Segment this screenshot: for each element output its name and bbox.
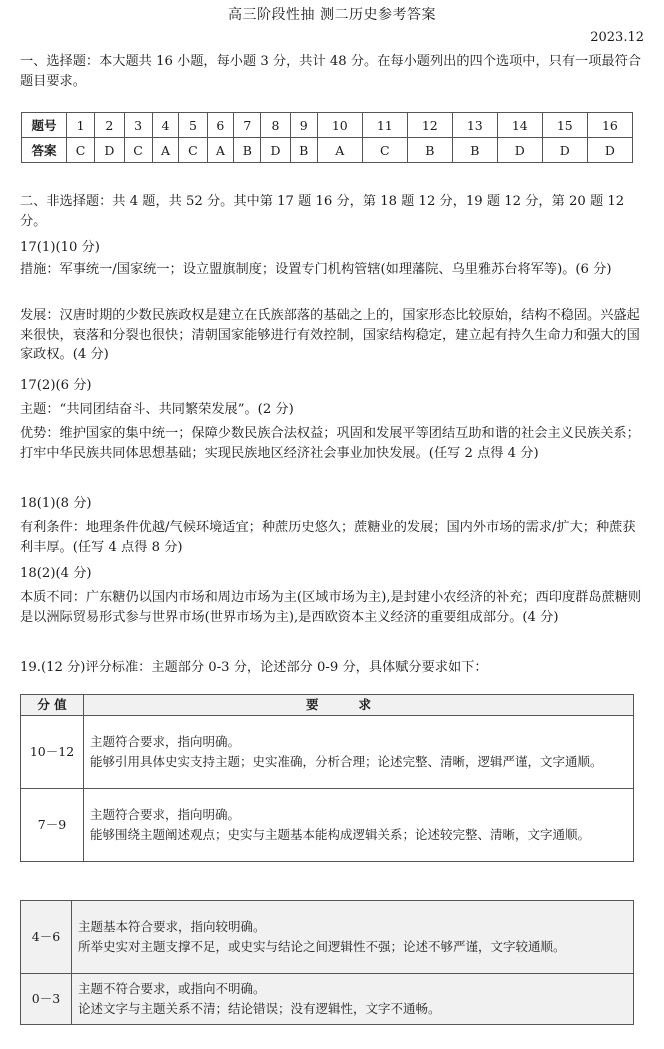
answer-row-label: 答案 <box>22 138 67 163</box>
rubric-requirement-theme: 主题基本符合要求，指向较明确。 <box>78 919 266 934</box>
question-number: 12 <box>407 113 452 138</box>
question-number: 4 <box>152 113 179 138</box>
answer-table <box>21 112 633 163</box>
question-number: 8 <box>261 113 290 138</box>
answer-cell: B <box>407 138 452 163</box>
rubric-table-lower <box>20 900 634 1025</box>
rubric-header-row <box>21 695 634 716</box>
answer-cell: C <box>179 138 207 163</box>
q17-2-heading: 17(2)(6 分) <box>20 378 92 393</box>
rubric-requirement-theme: 主题不符合要求，或指向不明确。 <box>78 981 266 996</box>
q17-1-heading: 17(1)(10 分) <box>20 240 100 255</box>
question-number: 5 <box>179 113 207 138</box>
rubric-requirement-argument: 能够围绕主题阐述观点；史实与主题基本能构成逻辑关系；论述较完整、清晰，文字通顺。 <box>90 827 591 842</box>
rubric-requirement-theme: 主题符合要求，指向明确。 <box>90 734 241 749</box>
answer-cell: A <box>207 138 234 163</box>
q17-1-development: 发展：汉唐时期的少数民族政权是建立在氏族部落的基础之上的，国家形态比较原始，结构不稳固。兴盛起来很快，衰落和分裂也很快；清朝国家能够进行有效控制，国家结构稳定，建立起有持久生命力和强大的国家政权。(4 分) <box>20 308 640 362</box>
answer-cell: C <box>362 138 407 163</box>
answer-table-number-row <box>22 113 633 138</box>
section1-intro: 一、选择题：本大题共 16 小题，每小题 3 分，共计 48 分。在每小题列出的四个选项中，只有一项最符合题目要求。 <box>20 54 641 89</box>
rubric-header-score: 分 值 <box>21 695 84 716</box>
q17-2-theme: 主题：“共同团结奋斗、共同繁荣发展”。(2 分) <box>20 402 294 417</box>
question-number: 6 <box>207 113 234 138</box>
rubric-requirement-argument: 论述文字与主题关系不清；结论错误；没有逻辑性，文字不通畅。 <box>78 1001 441 1016</box>
number-row-label: 题号 <box>22 113 67 138</box>
answer-cell: B <box>452 138 497 163</box>
rubric-requirement-theme: 主题符合要求，指向明确。 <box>90 807 241 822</box>
rubric-score: 7－9 <box>21 789 84 862</box>
answer-cell: A <box>152 138 179 163</box>
answer-cell: A <box>317 138 362 163</box>
answer-cell: D <box>261 138 290 163</box>
rubric-header-requirement: 要求 <box>84 695 634 716</box>
q19-intro: 19.(12 分)评分标准：主题部分 0-3 分，论述部分 0-9 分，具体赋分要求如下： <box>20 660 488 675</box>
rubric-score: 0－3 <box>21 974 72 1025</box>
answer-cell: B <box>234 138 261 163</box>
rubric-requirement <box>84 716 634 789</box>
q18-2-difference: 本质不同：广东糖仍以国内市场和周边市场为主(区域市场为主),是封建小农经济的补充；西印度群岛蔗糖则是以洲际贸易形式参与世界市场(世界市场为主),是西欧资本主义经济的重要组成部分。(4 分) <box>20 590 642 625</box>
rubric-requirement <box>72 974 634 1025</box>
question-number: 13 <box>452 113 497 138</box>
q18-2-heading: 18(2)(4 分) <box>20 566 92 581</box>
answer-cell: D <box>542 138 587 163</box>
question-number: 16 <box>587 113 632 138</box>
rubric-row <box>21 974 634 1025</box>
answer-table-answer-row <box>22 138 633 163</box>
rubric-row <box>21 901 634 974</box>
question-number: 14 <box>497 113 542 138</box>
question-number: 9 <box>290 113 317 138</box>
rubric-score: 4－6 <box>21 901 72 974</box>
answer-cell: C <box>67 138 95 163</box>
rubric-score: 10－12 <box>21 716 84 789</box>
answer-cell: D <box>497 138 542 163</box>
rubric-requirement <box>72 901 634 974</box>
q17-1-measures: 措施：军事统一/国家统一；设立盟旗制度；设置专门机构管辖(如理藩院、乌里雅苏台将军等)。(6 分) <box>20 262 612 277</box>
rubric-table-upper <box>20 694 634 862</box>
exam-date: 2023.12 <box>590 30 644 45</box>
answer-cell: B <box>290 138 317 163</box>
answer-cell: D <box>587 138 632 163</box>
question-number: 10 <box>317 113 362 138</box>
q18-1-heading: 18(1)(8 分) <box>20 496 92 511</box>
question-number: 7 <box>234 113 261 138</box>
rubric-row <box>21 716 634 789</box>
question-number: 2 <box>95 113 124 138</box>
q18-1-conditions: 有利条件：地理条件优越/气候环境适宜；种蔗历史悠久；蔗糖业的发展；国内外市场的需求/扩大；种蔗获利丰厚。(任写 4 点得 8 分) <box>20 520 636 555</box>
question-number: 15 <box>542 113 587 138</box>
question-number: 1 <box>67 113 95 138</box>
question-number: 3 <box>124 113 152 138</box>
rubric-requirement-argument: 所举史实对主题支撑不足，或史实与结论之间逻辑性不强；论述不够严谨，文字较通顺。 <box>78 939 566 954</box>
rubric-requirement <box>84 789 634 862</box>
q17-2-advantage: 优势：维护国家的集中统一；保障少数民族合法权益；巩固和发展平等团结互助和谐的社会主义民族关系；打牢中华民族共同体思想基础；实现民族地区经济社会事业加快发展。(任写 2 点得 4 分) <box>20 426 640 461</box>
rubric-row <box>21 789 634 862</box>
page-title: 高三阶段性抽 测二历史参考答案 <box>228 7 436 23</box>
answer-cell: D <box>95 138 124 163</box>
question-number: 11 <box>362 113 407 138</box>
answer-cell: C <box>124 138 152 163</box>
section2-intro: 二、非选择题：共 4 题，共 52 分。其中第 17 题 16 分，第 18 题 12 分，19 题 12 分，第 20 题 12 分。 <box>20 194 625 229</box>
rubric-requirement-argument: 能够引用具体史实支持主题；史实准确，分析合理；论述完整、清晰，逻辑严谨，文字通顺。 <box>90 754 603 769</box>
